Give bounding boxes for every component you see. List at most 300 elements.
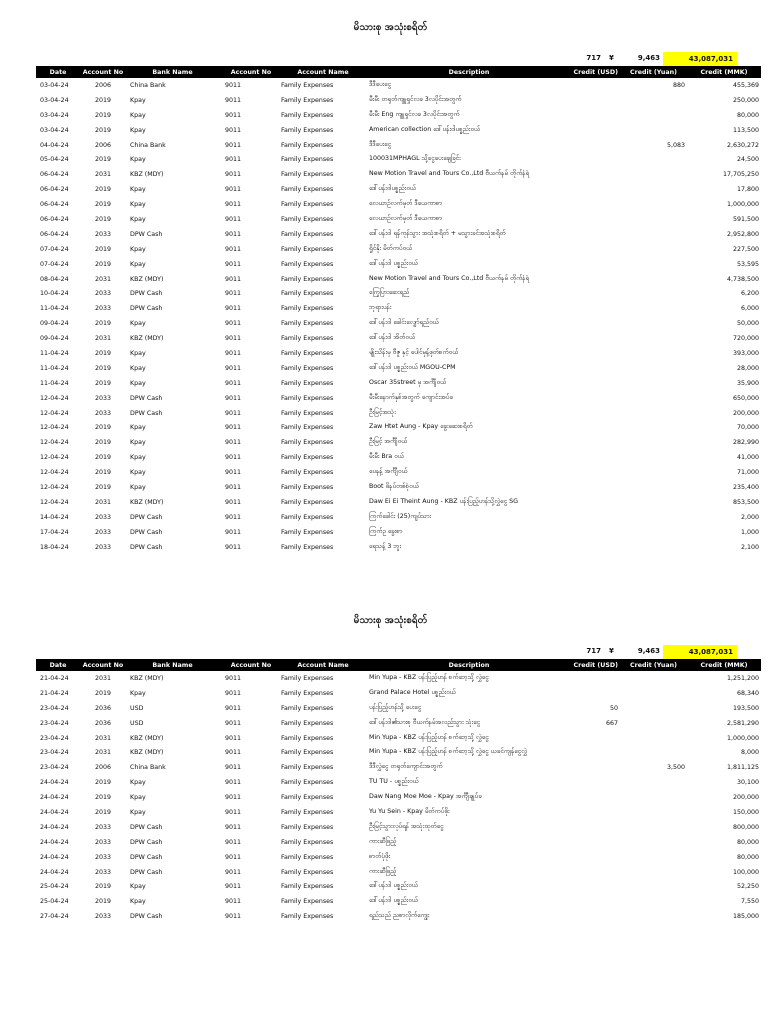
credit-mmk-cell: 100,000 xyxy=(732,868,759,876)
credit-usd-cell xyxy=(571,790,620,805)
account-no-2-cell: 9011 xyxy=(225,838,242,846)
table-row xyxy=(36,331,761,346)
account-no-cell: 2019 xyxy=(94,96,112,104)
account-no-2-cell: 9011 xyxy=(225,823,242,831)
bank-name-cell: DPW Cash xyxy=(130,409,163,417)
date-cell: 24-04-24 xyxy=(40,823,69,831)
credit-usd-cell xyxy=(571,480,620,495)
credit-mmk-cell: 720,000 xyxy=(732,335,759,343)
account-no-cell: 2033 xyxy=(94,853,112,861)
header-row xyxy=(36,659,761,671)
description-cell: ဒေါ်ပန်းဝါ ပစ္စည်းဝယ် xyxy=(369,259,418,267)
table-row xyxy=(36,480,761,495)
credit-usd-cell xyxy=(571,671,620,686)
credit-yuan-cell xyxy=(620,361,687,376)
account-no-cell: 2019 xyxy=(94,379,112,387)
description-cell: ကားဆီဖြည့် xyxy=(369,867,397,875)
account-name-cell: Family Expenses xyxy=(281,868,334,876)
credit-mmk-cell: 1,000,000 xyxy=(726,201,759,209)
description-cell: Oscar 35street မှ အင်္ကျီဝယ် xyxy=(369,378,447,386)
credit-mmk-cell: 4,738,500 xyxy=(726,275,759,283)
account-no-2-cell: 9011 xyxy=(225,364,242,372)
credit-usd-cell xyxy=(571,391,620,406)
bank-name-cell: Kpay xyxy=(130,794,146,802)
credit-mmk-cell: 853,500 xyxy=(732,498,759,506)
description-cell: ဦးမြင့် အင်္ကျီဝယ် xyxy=(369,438,408,446)
account-name-cell: Family Expenses xyxy=(281,913,334,921)
account-no-cell: 2019 xyxy=(94,364,112,372)
table-row xyxy=(36,361,761,376)
table-row xyxy=(36,93,761,108)
bank-name-cell: China Bank xyxy=(130,81,166,89)
credit-yuan-cell xyxy=(620,346,687,361)
date-cell: 09-04-24 xyxy=(40,335,69,343)
table-body xyxy=(36,78,761,555)
account-name-header: Account Name xyxy=(297,661,349,669)
account-name-cell: Family Expenses xyxy=(281,454,334,462)
date-cell: 07-04-24 xyxy=(40,260,69,268)
credit-mmk-cell: 591,500 xyxy=(732,215,759,223)
bank-name-cell: Kpay xyxy=(130,439,146,447)
credit-usd-cell xyxy=(571,760,620,775)
credit-mmk-cell: 2,100 xyxy=(740,543,759,551)
account-name-cell: Family Expenses xyxy=(281,305,334,313)
table-row xyxy=(36,182,761,197)
description-cell: လေယာဉ်လက်မှတ် ဒီယေကာစာ xyxy=(369,214,443,222)
account-no-2-cell: 9011 xyxy=(225,808,242,816)
account-no-cell: 2019 xyxy=(94,349,112,357)
credit-yuan-cell xyxy=(620,272,687,287)
bank-name-cell: DPW Cash xyxy=(130,823,163,831)
date-cell: 23-04-24 xyxy=(40,734,69,742)
expense-sheet-1 xyxy=(36,20,759,555)
description-cell: Min Yupa - KBZ ပန်းပြည့်ဟန် စက်ဘေ့သို့ လွှဲငွေ xyxy=(369,733,489,741)
total-yuan: 9,463 xyxy=(637,647,660,655)
date-cell: 27-04-24 xyxy=(40,913,69,921)
bank-name-cell: KBZ (MDY) xyxy=(130,674,164,682)
account-no-2-cell: 9011 xyxy=(225,290,242,298)
credit-usd-cell xyxy=(571,78,620,93)
date-cell: 12-04-24 xyxy=(40,409,69,417)
account-name-cell: Family Expenses xyxy=(281,245,334,253)
credit-mmk-cell: 17,800 xyxy=(736,186,759,194)
date-cell: 11-04-24 xyxy=(40,379,69,387)
bank-name-cell: Kpay xyxy=(130,156,146,164)
account-no-2-cell: 9011 xyxy=(225,764,242,772)
table-row xyxy=(36,286,761,301)
sheet-title: မိသားစု အသုံးစရိတ် xyxy=(353,22,428,33)
bank-name-cell: Kpay xyxy=(130,808,146,816)
bank-name-cell: KBZ (MDY) xyxy=(130,275,164,283)
table-row xyxy=(36,242,761,257)
credit-usd-cell xyxy=(571,227,620,242)
account-no-2-cell: 9011 xyxy=(225,260,242,268)
date-cell: 24-04-24 xyxy=(40,868,69,876)
account-no-2-cell: 9011 xyxy=(225,275,242,283)
credit-usd-cell xyxy=(571,420,620,435)
credit-yuan-cell xyxy=(620,212,687,227)
credit-yuan-cell xyxy=(620,790,687,805)
account-no-2-cell: 9011 xyxy=(225,111,242,119)
credit-mmk-cell: 80,000 xyxy=(736,838,759,846)
credit-mmk-cell: 200,000 xyxy=(732,409,759,417)
account-no-2-cell: 9011 xyxy=(225,674,242,682)
credit-yuan-cell xyxy=(620,182,687,197)
credit-yuan-cell xyxy=(620,286,687,301)
account-name-cell: Family Expenses xyxy=(281,674,334,682)
date-cell: 10-04-24 xyxy=(40,290,69,298)
credit-yuan-cell xyxy=(620,716,687,731)
account-no-2-cell: 9011 xyxy=(225,349,242,357)
table-row xyxy=(36,450,761,465)
credit-usd-cell xyxy=(571,182,620,197)
date-cell: 23-04-24 xyxy=(40,749,69,757)
bank-name-cell: DPW Cash xyxy=(130,913,163,921)
credit-usd-cell xyxy=(571,909,620,924)
credit-yuan-cell xyxy=(620,242,687,257)
date-cell: 12-04-24 xyxy=(40,424,69,432)
credit-yuan-cell xyxy=(620,450,687,465)
bank-name-cell: DPW Cash xyxy=(130,290,163,298)
account-no-cell: 2031 xyxy=(94,335,112,343)
account-no-2-cell: 9011 xyxy=(225,320,242,328)
credit-mmk-cell: 455,369 xyxy=(732,81,759,89)
credit-usd-cell xyxy=(571,316,620,331)
credit-yuan-cell xyxy=(620,850,687,865)
account-no-2-cell: 9011 xyxy=(225,794,242,802)
account-name-cell: Family Expenses xyxy=(281,186,334,194)
total-yuan: 9,463 xyxy=(637,54,660,62)
credit-mmk-cell: 80,000 xyxy=(736,853,759,861)
credit-yuan-cell xyxy=(620,435,687,450)
credit-yuan-cell xyxy=(620,701,687,716)
date-cell: 12-04-24 xyxy=(40,439,69,447)
account-no-cell: 2031 xyxy=(94,674,112,682)
account-no-cell: 2019 xyxy=(94,483,112,491)
account-no-cell: 2019 xyxy=(94,201,112,209)
account-no-cell: 2031 xyxy=(94,275,112,283)
credit-yuan-cell xyxy=(620,686,687,701)
credit-mmk-cell: 28,000 xyxy=(736,364,759,372)
account-no-2-cell: 9011 xyxy=(225,245,242,253)
account-no-cell: 2019 xyxy=(94,111,112,119)
credit-usd-cell xyxy=(571,450,620,465)
credit-mmk-cell: 7,550 xyxy=(740,898,759,906)
bank-name-cell: DPW Cash xyxy=(130,853,163,861)
credit-usd-cell xyxy=(571,93,620,108)
account-name-cell: Family Expenses xyxy=(281,543,334,551)
table-row xyxy=(36,701,761,716)
total-usd: 717 xyxy=(586,54,601,62)
account-no-cell: 2031 xyxy=(94,171,112,179)
account-no-2-cell: 9011 xyxy=(225,528,242,536)
account-no-cell: 2033 xyxy=(94,513,112,521)
table-row xyxy=(36,167,761,182)
account-name-cell: Family Expenses xyxy=(281,838,334,846)
account-no-cell: 2036 xyxy=(94,704,112,712)
table-row xyxy=(36,865,761,880)
credit-yuan-cell: 880 xyxy=(672,81,685,89)
credit-mmk-cell: 53,595 xyxy=(736,260,759,268)
credit-usd-cell xyxy=(571,686,620,701)
credit-mmk-cell: 200,000 xyxy=(732,794,759,802)
credit-usd-cell xyxy=(571,286,620,301)
date-cell: 24-04-24 xyxy=(40,853,69,861)
account-name-cell: Family Expenses xyxy=(281,201,334,209)
table-row xyxy=(36,435,761,450)
account-no-cell: 2019 xyxy=(94,245,112,253)
credit-yuan-cell xyxy=(620,671,687,686)
account-name-cell: Family Expenses xyxy=(281,498,334,506)
date-cell: 08-04-24 xyxy=(40,275,69,283)
credit-mmk-cell: 1,811,125 xyxy=(726,764,759,772)
credit-yuan-cell xyxy=(620,835,687,850)
credit-mmk-cell: 8,000 xyxy=(740,749,759,757)
account-name-cell: Family Expenses xyxy=(281,898,334,906)
description-cell: ဦးမြင့်သွားလုပ်ရန် အသုံးထုတ်ငွေ xyxy=(369,822,444,830)
account-no-2-cell: 9011 xyxy=(225,898,242,906)
credit-mmk-cell: 2,952,800 xyxy=(726,230,759,238)
total-mmk: 43,087,031 xyxy=(663,645,737,659)
account-no-2-cell: 9011 xyxy=(225,335,242,343)
account-no-cell: 2019 xyxy=(94,808,112,816)
bank-name-cell: KBZ (MDY) xyxy=(130,498,164,506)
total-usd: 717 xyxy=(586,647,601,655)
table-row xyxy=(36,212,761,227)
description-cell: 100031MPHAGL သို့ငွေပေးချေခြင်း xyxy=(369,155,461,163)
table-body xyxy=(36,671,761,924)
date-cell: 12-04-24 xyxy=(40,454,69,462)
credit-mmk-cell: 800,000 xyxy=(732,823,759,831)
table-row xyxy=(36,78,761,93)
credit-mmk-cell: 70,000 xyxy=(736,424,759,432)
account-no-cell: 2019 xyxy=(94,469,112,477)
credit-mmk-cell: 52,250 xyxy=(736,883,759,891)
credit-yuan-header: Credit (Yuan) xyxy=(630,661,677,669)
bank-name-cell: DPW Cash xyxy=(130,513,163,521)
account-name-cell: Family Expenses xyxy=(281,320,334,328)
date-cell: 06-04-24 xyxy=(40,230,69,238)
account-no-cell: 2033 xyxy=(94,305,112,313)
account-no-2-cell: 9011 xyxy=(225,868,242,876)
credit-usd-cell xyxy=(571,197,620,212)
credit-yuan-cell xyxy=(620,820,687,835)
account-no-cell: 2006 xyxy=(94,81,112,89)
account-no-cell: 2019 xyxy=(94,883,112,891)
description-cell: Daw Nang Moe Moe - Kpay အင်္ကျီချုပ်ခ xyxy=(369,793,482,801)
account-no-2-cell: 9011 xyxy=(225,215,242,223)
credit-mmk-cell: 2,630,272 xyxy=(726,141,759,149)
bank-name-cell: DPW Cash xyxy=(130,838,163,846)
credit-usd-cell: 50 xyxy=(609,704,618,712)
credit-usd-cell xyxy=(571,745,620,760)
description-cell: TU TU - ပစ္စည်းဝယ် xyxy=(369,778,419,786)
credit-usd-cell xyxy=(571,257,620,272)
description-cell: ပေနန့် အင်္ကျီဝယ် xyxy=(369,468,408,476)
credit-yuan-cell xyxy=(620,865,687,880)
credit-mmk-cell: 113,500 xyxy=(732,126,759,134)
credit-usd-cell xyxy=(571,361,620,376)
bank-name-cell: USD xyxy=(130,704,144,712)
account-no-cell: 2019 xyxy=(94,689,112,697)
account-name-cell: Family Expenses xyxy=(281,719,334,727)
credit-usd-cell xyxy=(571,167,620,182)
description-cell: ရှိုင်နိုး မိတ်ကပ်ဝယ် xyxy=(369,244,413,252)
bank-name-cell: Kpay xyxy=(130,779,146,787)
account-no-cell: 2031 xyxy=(94,498,112,506)
credit-usd-cell xyxy=(571,301,620,316)
credit-usd-cell xyxy=(571,850,620,865)
description-cell: ဒေါ်ပန်းဝါ ပစ္စည်းဝယ် xyxy=(369,882,418,890)
date-cell: 24-04-24 xyxy=(40,779,69,787)
credit-yuan-cell xyxy=(620,108,687,123)
account-name-cell: Family Expenses xyxy=(281,171,334,179)
credit-mmk-cell: 30,100 xyxy=(736,779,759,787)
account-name-cell: Family Expenses xyxy=(281,290,334,298)
description-cell: ဘုရားပန်း xyxy=(369,304,392,312)
bank-name-cell: Kpay xyxy=(130,424,146,432)
credit-usd-cell xyxy=(571,820,620,835)
table-row xyxy=(36,540,761,555)
description-cell: ဒီဒီပေးငွေ xyxy=(369,140,392,148)
account-no-2-cell: 9011 xyxy=(225,543,242,551)
date-cell: 04-04-24 xyxy=(40,141,69,149)
credit-usd-cell xyxy=(571,865,620,880)
credit-mmk-cell: 150,000 xyxy=(732,808,759,816)
credit-usd-cell xyxy=(571,331,620,346)
credit-mmk-cell: 50,000 xyxy=(736,320,759,328)
date-cell: 24-04-24 xyxy=(40,794,69,802)
credit-yuan-cell xyxy=(620,197,687,212)
account-name-cell: Family Expenses xyxy=(281,394,334,402)
bank-name-cell: USD xyxy=(130,719,144,727)
account-name-cell: Family Expenses xyxy=(281,126,334,134)
table-row xyxy=(36,316,761,331)
bank-name-cell: Kpay xyxy=(130,689,146,697)
table-row xyxy=(36,272,761,287)
account-no-header: Account No xyxy=(82,68,124,76)
account-no-cell: 2019 xyxy=(94,424,112,432)
account-no-cell: 2033 xyxy=(94,913,112,921)
credit-mmk-cell: 227,500 xyxy=(732,245,759,253)
date-cell: 25-04-24 xyxy=(40,898,69,906)
date-cell: 21-04-24 xyxy=(40,674,69,682)
credit-usd-cell xyxy=(571,465,620,480)
credit-mmk-cell: 6,000 xyxy=(740,305,759,313)
table-row xyxy=(36,420,761,435)
account-no-cell: 2033 xyxy=(94,394,112,402)
credit-yuan-cell xyxy=(620,152,687,167)
credit-yuan-cell xyxy=(620,376,687,391)
account-no-cell: 2019 xyxy=(94,794,112,802)
account-no-2-cell: 9011 xyxy=(225,454,242,462)
description-cell: ကားဆီဖြည့် xyxy=(369,837,397,845)
credit-yuan-cell xyxy=(620,909,687,924)
date-cell: 11-04-24 xyxy=(40,364,69,372)
account-no-2-cell: 9011 xyxy=(225,439,242,447)
credit-mmk-cell: 1,000 xyxy=(740,528,759,536)
account-no-cell: 2019 xyxy=(94,320,112,328)
description-cell: ဦးမြင့်အသုံး xyxy=(369,408,396,416)
date-cell: 21-04-24 xyxy=(40,689,69,697)
account-no-2-cell: 9011 xyxy=(225,81,242,89)
account-no-header: Account No xyxy=(82,661,124,669)
table-row xyxy=(36,152,761,167)
date-cell: 12-04-24 xyxy=(40,483,69,491)
credit-usd-cell xyxy=(571,138,620,153)
table-row xyxy=(36,835,761,850)
credit-yuan-cell xyxy=(620,510,687,525)
credit-usd-cell xyxy=(571,879,620,894)
date-cell: 11-04-24 xyxy=(40,305,69,313)
credit-yuan-cell xyxy=(620,93,687,108)
credit-mmk-cell: 650,000 xyxy=(732,394,759,402)
account-no-cell: 2019 xyxy=(94,156,112,164)
credit-yuan-cell xyxy=(620,331,687,346)
table-row xyxy=(36,850,761,865)
account-name-cell: Family Expenses xyxy=(281,364,334,372)
bank-name-header: Bank Name xyxy=(152,661,193,669)
account-name-cell: Family Expenses xyxy=(281,424,334,432)
table-row xyxy=(36,197,761,212)
credit-yuan-cell xyxy=(620,731,687,746)
account-name-cell: Family Expenses xyxy=(281,96,334,104)
credit-usd-cell xyxy=(571,805,620,820)
bank-name-cell: Kpay xyxy=(130,379,146,387)
bank-name-cell: Kpay xyxy=(130,898,146,906)
description-cell: American collection ဒေါ်ပန်းဝါပစ္စည်းဝယ် xyxy=(369,125,481,133)
account-name-cell: Family Expenses xyxy=(281,215,334,223)
account-no-cell: 2033 xyxy=(94,409,112,417)
credit-yuan-cell xyxy=(620,805,687,820)
credit-usd-cell xyxy=(571,376,620,391)
account-no-cell: 2033 xyxy=(94,290,112,298)
credit-usd-cell xyxy=(571,242,620,257)
description-cell: ဒီဒီလွှဲငွေ တရုတ်ကျောင်းအတွက် xyxy=(369,763,443,771)
account-name-cell: Family Expenses xyxy=(281,81,334,89)
credit-yuan-cell xyxy=(620,894,687,909)
account-no-cell: 2019 xyxy=(94,454,112,462)
bank-name-cell: Kpay xyxy=(130,320,146,328)
date-header: Date xyxy=(49,68,67,76)
date-cell: 12-04-24 xyxy=(40,498,69,506)
account-no-cell: 2033 xyxy=(94,528,112,536)
credit-usd-cell xyxy=(571,775,620,790)
account-no-2-cell: 9011 xyxy=(225,913,242,921)
account-name-cell: Family Expenses xyxy=(281,483,334,491)
bank-name-cell: DPW Cash xyxy=(130,528,163,536)
description-cell: ပန်းပြည့်ဟန်သို့ ပေးငွေ xyxy=(369,703,422,711)
account-no-2-header: Account No xyxy=(230,661,272,669)
credit-usd-cell xyxy=(571,212,620,227)
credit-mmk-cell: 393,000 xyxy=(732,349,759,357)
description-cell: ကြက်ဥ ခွေးစာ xyxy=(369,527,403,535)
credit-mmk-cell: 80,000 xyxy=(736,111,759,119)
description-cell: Zaw Htet Aung - Kpay ခွေးဆေးစရိတ် xyxy=(369,423,473,431)
table-row xyxy=(36,138,761,153)
account-no-2-cell: 9011 xyxy=(225,126,242,134)
credit-usd-cell xyxy=(571,525,620,540)
date-cell: 14-04-24 xyxy=(40,513,69,521)
credit-mmk-cell: 35,900 xyxy=(736,379,759,387)
credit-mmk-cell: 235,400 xyxy=(732,483,759,491)
credit-mmk-cell: 71,000 xyxy=(736,469,759,477)
account-name-cell: Family Expenses xyxy=(281,141,334,149)
account-no-2-cell: 9011 xyxy=(225,379,242,387)
table-row xyxy=(36,346,761,361)
table-row xyxy=(36,510,761,525)
date-cell: 23-04-24 xyxy=(40,704,69,712)
